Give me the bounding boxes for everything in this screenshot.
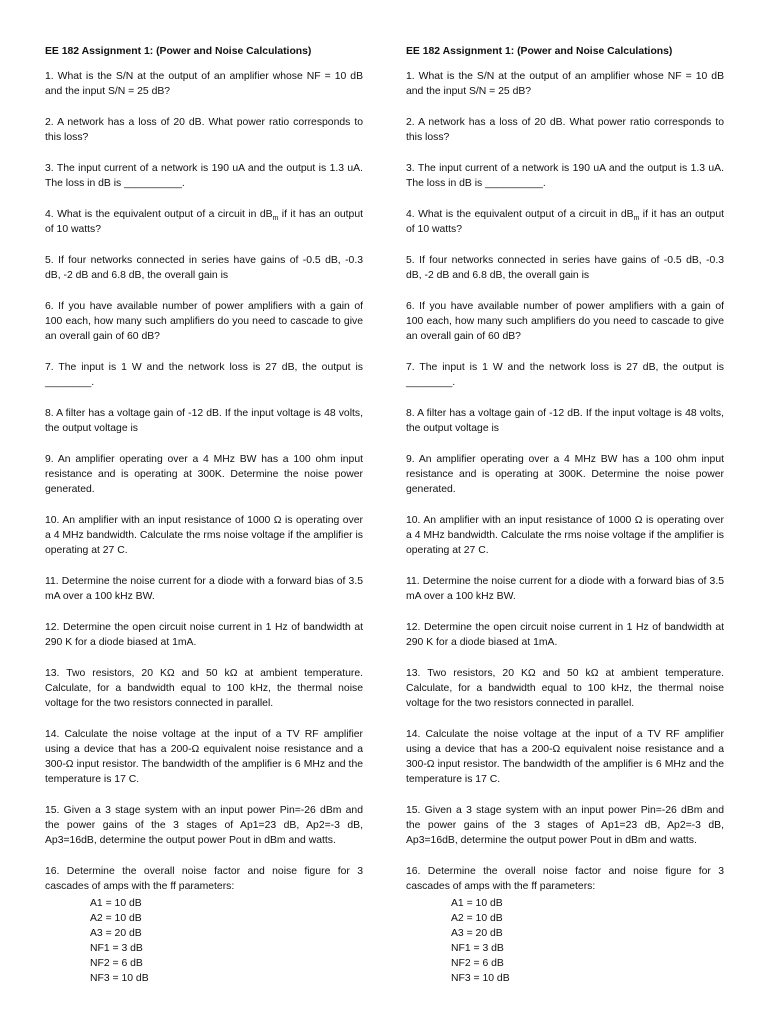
question-14: 14. Calculate the noise voltage at the input of a TV RF amplifier using a device that has a 200-Ω equivalent noise resistance and a 300-Ω input resistor. The bandwidth of the amplifier is 6 MHz and the temperature is 17 C. <box>406 729 724 785</box>
parameter-a1: A1 = 10 dB <box>90 898 142 909</box>
question-8: 8. A filter has a voltage gain of -12 dB. If the input voltage is 48 volts, the output voltage is <box>45 408 363 434</box>
question-14: 14. Calculate the noise voltage at the input of a TV RF amplifier using a device that has a 200-Ω equivalent noise resistance and a 300-Ω input resistor. The bandwidth of the amplifier is 6 MHz and the temperature is 17 C. <box>45 729 363 785</box>
assignment-title: EE 182 Assignment 1: (Power and Noise Calculations) <box>45 46 312 57</box>
question-6: 6. If you have available number of power amplifiers with a gain of 100 each, how many such amplifiers do you need to cascade to give an overall gain of 60 dB? <box>406 301 724 342</box>
question-16: 16. Determine the overall noise factor and noise figure for 3 cascades of amps with the ff parameters: <box>45 866 363 892</box>
question-6: 6. If you have available number of power amplifiers with a gain of 100 each, how many such amplifiers do you need to cascade to give an overall gain of 60 dB? <box>45 301 363 342</box>
question-13: 13. Two resistors, 20 KΩ and 50 kΩ at ambient temperature. Calculate, for a bandwidth equal to 100 kHz, the thermal noise voltage for the two resistors connected in parallel. <box>45 668 363 709</box>
parameter-a3: A3 = 20 dB <box>90 928 142 939</box>
question-11: 11. Determine the noise current for a diode with a forward bias of 3.5 mA over a 100 kHz BW. <box>406 576 724 602</box>
right-column <box>406 44 724 986</box>
question-7: 7. The input is 1 W and the network loss is 27 dB, the output is ________. <box>45 362 363 388</box>
question-10: 10. An amplifier with an input resistance of 1000 Ω is operating over a 4 MHz bandwidth. Calculate the rms noise voltage if the amplifier is operating at 27 C. <box>406 515 724 556</box>
question-1: 1. What is the S/N at the output of an amplifier whose NF = 10 dB and the input S/N = 25 dB? <box>406 71 724 97</box>
left-column <box>45 44 363 986</box>
question-5: 5. If four networks connected in series have gains of -0.5 dB, -0.3 dB, -2 dB and 6.8 dB, the overall gain is <box>45 255 363 281</box>
parameter-a2: A2 = 10 dB <box>90 913 142 924</box>
question-4-text: 4. What is the equivalent output of a circuit in dB <box>406 209 634 220</box>
question-9: 9. An amplifier operating over a 4 MHz BW has a 100 ohm input resistance and is operating at 300K. Determine the noise power generated. <box>406 454 724 495</box>
parameter-nf2: NF2 = 6 dB <box>451 958 504 969</box>
parameter-nf2: NF2 = 6 dB <box>90 958 143 969</box>
question-4 <box>406 207 724 237</box>
question-2: 2. A network has a loss of 20 dB. What power ratio corresponds to this loss? <box>406 117 724 143</box>
question-16: 16. Determine the overall noise factor and noise figure for 3 cascades of amps with the ff parameters: <box>406 866 724 892</box>
question-3: 3. The input current of a network is 190 uA and the output is 1.3 uA. The loss in dB is __________. <box>406 163 724 189</box>
parameter-list <box>90 896 363 986</box>
question-10: 10. An amplifier with an input resistance of 1000 Ω is operating over a 4 MHz bandwidth. Calculate the rms noise voltage if the amplifier is operating at 27 C. <box>45 515 363 556</box>
question-4-subscript: m <box>272 215 279 223</box>
parameter-nf3: NF3 = 10 dB <box>451 973 510 984</box>
question-4 <box>45 207 363 237</box>
question-12: 12. Determine the open circuit noise current in 1 Hz of bandwidth at 290 K for a diode biased at 1mA. <box>45 622 363 648</box>
question-3: 3. The input current of a network is 190 uA and the output is 1.3 uA. The loss in dB is __________. <box>45 163 363 189</box>
question-4-text: 4. What is the equivalent output of a circuit in dB <box>45 209 273 220</box>
question-4-text-end: if it has an output of 10 watts? <box>45 209 363 235</box>
question-1: 1. What is the S/N at the output of an amplifier whose NF = 10 dB and the input S/N = 25 dB? <box>45 71 363 97</box>
question-4-subscript: m <box>633 215 640 223</box>
question-12: 12. Determine the open circuit noise current in 1 Hz of bandwidth at 290 K for a diode biased at 1mA. <box>406 622 724 648</box>
question-2: 2. A network has a loss of 20 dB. What power ratio corresponds to this loss? <box>45 117 363 143</box>
parameter-list <box>451 896 724 986</box>
question-9: 9. An amplifier operating over a 4 MHz BW has a 100 ohm input resistance and is operating at 300K. Determine the noise power generated. <box>45 454 363 495</box>
question-13: 13. Two resistors, 20 KΩ and 50 kΩ at ambient temperature. Calculate, for a bandwidth equal to 100 kHz, the thermal noise voltage for the two resistors connected in parallel. <box>406 668 724 709</box>
question-15: 15. Given a 3 stage system with an input power Pin=-26 dBm and the power gains of the 3 stages of Ap1=23 dB, Ap2=-3 dB, Ap3=16dB, determine the output power Pout in dBm and watts. <box>406 805 724 846</box>
question-4-text-end: if it has an output of 10 watts? <box>406 209 724 235</box>
parameter-nf1: NF1 = 3 dB <box>90 943 143 954</box>
question-11: 11. Determine the noise current for a diode with a forward bias of 3.5 mA over a 100 kHz BW. <box>45 576 363 602</box>
question-8: 8. A filter has a voltage gain of -12 dB. If the input voltage is 48 volts, the output voltage is <box>406 408 724 434</box>
question-7: 7. The input is 1 W and the network loss is 27 dB, the output is ________. <box>406 362 724 388</box>
question-5: 5. If four networks connected in series have gains of -0.5 dB, -0.3 dB, -2 dB and 6.8 dB, the overall gain is <box>406 255 724 281</box>
assignment-title: EE 182 Assignment 1: (Power and Noise Calculations) <box>406 46 673 57</box>
parameter-a3: A3 = 20 dB <box>451 928 503 939</box>
parameter-nf3: NF3 = 10 dB <box>90 973 149 984</box>
parameter-nf1: NF1 = 3 dB <box>451 943 504 954</box>
parameter-a1: A1 = 10 dB <box>451 898 503 909</box>
parameter-a2: A2 = 10 dB <box>451 913 503 924</box>
question-15: 15. Given a 3 stage system with an input power Pin=-26 dBm and the power gains of the 3 stages of Ap1=23 dB, Ap2=-3 dB, Ap3=16dB, determine the output power Pout in dBm and watts. <box>45 805 363 846</box>
